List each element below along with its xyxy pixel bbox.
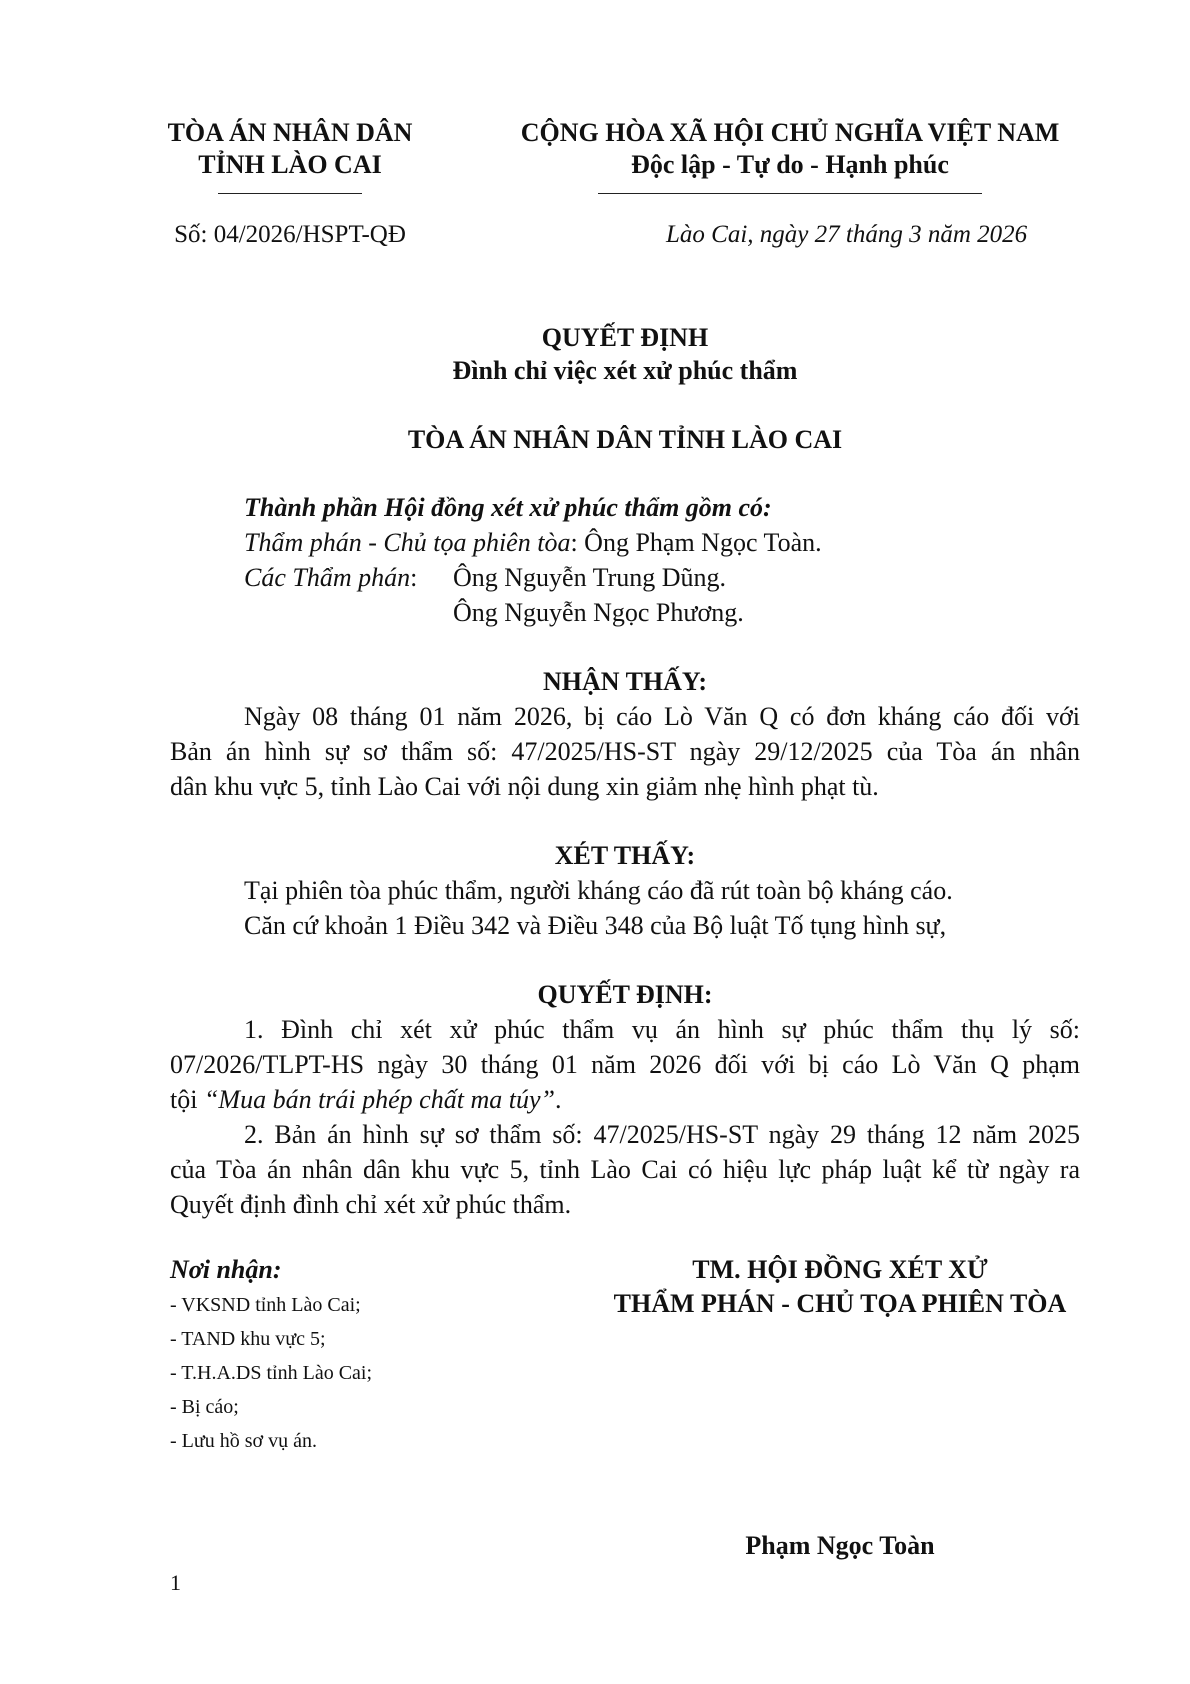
decision-item-2-line-3: Quyết định đình chỉ xét xử phúc thẩm. (170, 1190, 572, 1219)
court-name-line1: TÒA ÁN NHÂN DÂN (167, 118, 413, 147)
place-and-date: Lào Cai, ngày 27 tháng 3 năm 2026 (666, 221, 1028, 248)
court-name-line2: TỈNH LÀO CAI (198, 150, 382, 179)
findings-line-3: dân khu vực 5, tỉnh Lào Cai với nội dung xin giảm nhẹ hình phạt tù. (170, 772, 879, 801)
panel-heading: Thành phần Hội đồng xét xử phúc thẩm gồm có: (244, 493, 772, 522)
offense-suffix: . (554, 1085, 562, 1114)
nation-motto-underline (598, 193, 982, 194)
issuing-court: TÒA ÁN NHÂN DÂN TỈNH LÀO CAI (407, 425, 843, 454)
offense-prefix: tội (170, 1085, 204, 1114)
recipient-item: - VKSND tỉnh Lào Cai; (170, 1294, 361, 1316)
decision-heading: QUYẾT ĐỊNH: (537, 980, 713, 1009)
considerations-line-1: Tại phiên tòa phúc thẩm, người kháng cáo đã rút toàn bộ kháng cáo. (244, 876, 953, 905)
document-number: Số: 04/2026/HSPT-QĐ (174, 221, 406, 248)
recipient-item: - T.H.A.DS tỉnh Lào Cai; (170, 1362, 373, 1384)
recipients-heading: Nơi nhận: (170, 1255, 282, 1284)
nation-title: CỘNG HÒA XÃ HỘI CHỦ NGHĨA VIỆT NAM (520, 118, 1060, 147)
offense-name: “Mua bán trái phép chất ma túy” (203, 1085, 555, 1114)
decision-item-2-line-2: của Tòa án nhân dân khu vực 5, tỉnh Lào Cai có hiệu lực pháp luật kể từ ngày ra (170, 1155, 1080, 1184)
considerations-heading: XÉT THẤY: (554, 841, 696, 870)
decision-item-2-line-1: 2. Bản án hình sự sơ thẩm số: 47/2025/HS-ST ngày 29 tháng 12 năm 2025 (244, 1120, 1080, 1149)
judges-colon: : (410, 563, 418, 592)
signature-title-line2: THẨM PHÁN - CHỦ TỌA PHIÊN TÒA (613, 1289, 1067, 1318)
judge-2-name: Ông Nguyễn Ngọc Phương. (453, 598, 744, 627)
recipient-item: - Bị cáo; (170, 1396, 239, 1418)
presiding-judge-label: Thẩm phán - Chủ tọa phiên tòa (244, 528, 571, 557)
document-subtitle: Đình chỉ việc xét xử phúc thẩm (452, 356, 798, 385)
recipient-item: - Lưu hồ sơ vụ án. (170, 1430, 317, 1452)
court-name-underline (218, 193, 362, 194)
findings-line-2: Bản án hình sự sơ thẩm số: 47/2025/HS-ST ngày 29/12/2025 của Tòa án nhân (170, 737, 1080, 766)
decision-item-1-line-1: 1. Đình chỉ xét xử phúc thẩm vụ án hình sự phúc thẩm thụ lý số: (244, 1015, 1080, 1044)
findings-heading: NHẬN THẤY: (543, 667, 707, 696)
recipients-list (170, 1288, 372, 1458)
decision-item-1-line-3 (170, 1084, 561, 1116)
recipient-item: - TAND khu vực 5; (170, 1328, 326, 1350)
nation-motto: Độc lập - Tự do - Hạnh phúc (631, 150, 949, 179)
signature-title-line1: TM. HỘI ĐỒNG XÉT XỬ (692, 1255, 988, 1284)
considerations-line-2: Căn cứ khoản 1 Điều 342 và Điều 348 của Bộ luật Tố tụng hình sự, (244, 911, 947, 940)
decision-item-1-line-2: 07/2026/TLPT-HS ngày 30 tháng 01 năm 2026 đối với bị cáo Lò Văn Q phạm (170, 1050, 1080, 1079)
findings-line-1: Ngày 08 tháng 01 năm 2026, bị cáo Lò Văn Q có đơn kháng cáo đối với (244, 702, 1080, 731)
presiding-judge-name: : Ông Phạm Ngọc Toàn. (570, 528, 822, 557)
presiding-judge-line (244, 527, 822, 559)
judges-line (244, 562, 417, 594)
document-title: QUYẾT ĐỊNH (541, 323, 709, 352)
judge-1-name: Ông Nguyễn Trung Dũng. (453, 563, 727, 592)
judges-label: Các Thẩm phán (244, 563, 411, 592)
page-number: 1 (170, 1570, 181, 1595)
signer-name: Phạm Ngọc Toàn (745, 1531, 935, 1560)
